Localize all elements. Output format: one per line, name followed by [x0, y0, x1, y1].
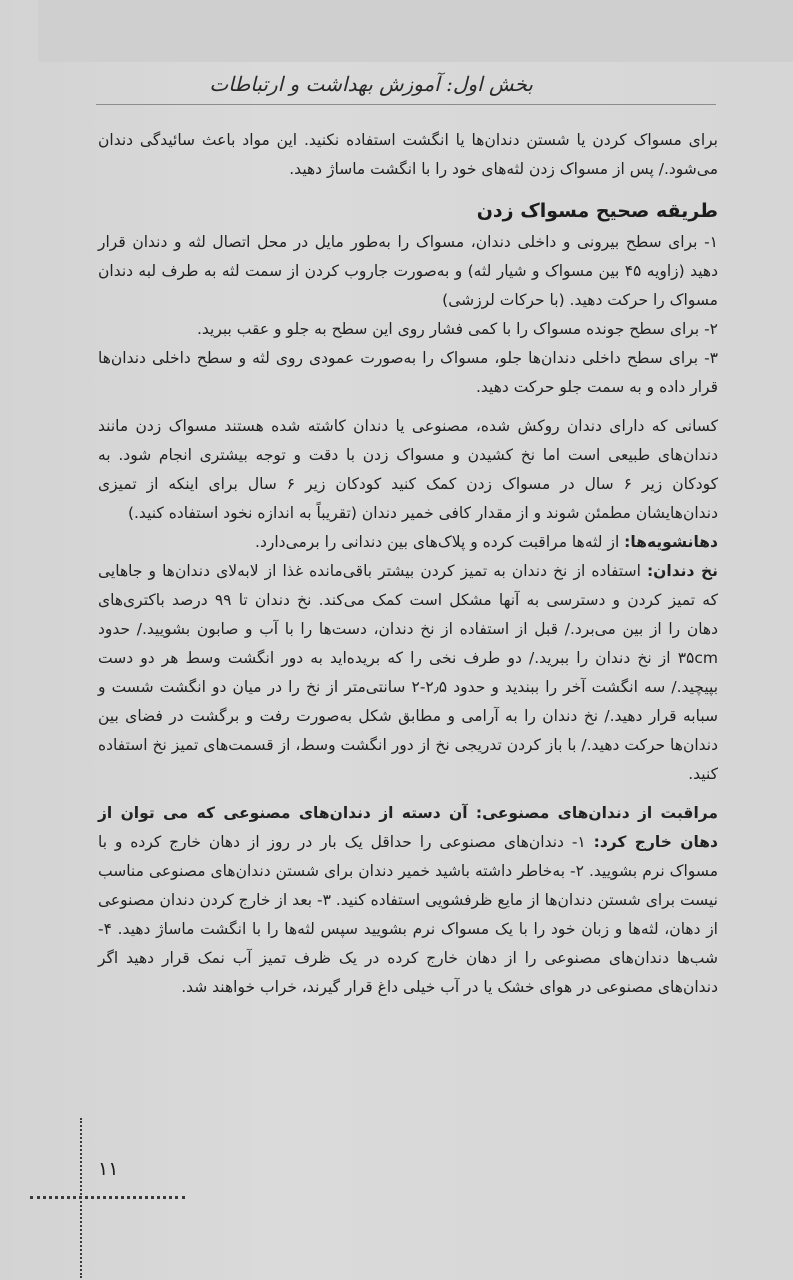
dentures-paragraph: [98, 799, 718, 1002]
header-band: [38, 0, 793, 62]
decorative-dotted-horizontal-line: [30, 1196, 185, 1199]
section-heading-brushing: طریقه صحیح مسواک زدن: [476, 200, 718, 222]
page-number: ۱۱: [98, 1158, 119, 1180]
intro-paragraph: برای مسواک کردن یا شستن دندان‌ها یا انگشت استفاده نکنید. این مواد باعث سائیدگی دندان می‌شود./ پس از مسواک زدن لثه‌های خود را با انگشت ماساژ دهید.: [98, 131, 718, 178]
brushing-step-1: ۱- برای سطح بیرونی و داخلی دندان، مسواک را به‌طور مایل در محل اتصال لثه و دندان قرار دهید (زاویه ۴۵ بین مسواک و شیار لثه) و به‌صورت جاروب کردن از سمت لثه به طرف لبه دندان مسواک را حرکت دهید. (با حرکات لرزشی): [98, 233, 718, 309]
mouthwash-text: از لثه‌ها مراقبت کرده و پلاک‌های بین دندانی را برمی‌دارد.: [255, 533, 625, 551]
dentures-label: مراقبت از دندان‌های مصنوعی: آن دسته از دندان‌های مصنوعی که می توان از دهان خارج کرد:: [98, 804, 718, 851]
mouthwash-paragraph: [98, 528, 718, 557]
brushing-note-paragraph: کسانی که دارای دندان روکش شده، مصنوعی یا دندان کاشته شده هستند مسواک زدن مانند دندان‌های طبیعی است اما نخ کشیدن و مسواک زدن با دقت و توجه بیشتری انجام شود. به کودکان زیر ۶ سال در مسواک زدن کمک کنید کودکان زیر ۶ سال برای اینکه از تمیزی دندان‌هایشان مطمئن شوند و از مقدار کافی خمیر دندان (تقریباً به اندازه نخود استفاده کنید.): [98, 417, 719, 522]
running-header-title: بخش اول: آموزش بهداشت و ارتباطات: [209, 72, 533, 96]
brushing-step-3: ۳- برای سطح داخلی دندان‌ها جلو، مسواک را به‌صورت عمودی روی لثه و سطح داخلی دندان‌ها قرار داده و به سمت جلو حرکت دهید.: [98, 349, 718, 396]
page-content: [98, 126, 718, 1002]
floss-text: استفاده از نخ دندان به تمیز کردن بیشتر باقی‌مانده غذا از لابه‌لای دندان‌ها و جاهایی که تمیز کردن و دسترسی به آنها مشکل است کمک می‌کند. نخ دندان تا ۹۹ درصد باکتری‌های دهان را از بین می‌برد./ قبل از استفاده از نخ دندان، دست‌ها را با آب و صابون بشویید./ حدود ۳۵cm از نخ دندان را ببرید./ دو طرف نخی را که بریده‌اید به دور انگشت وسط هر دو دست بپیچید./ سه انگشت آخر را ببندید و حدود ۲٫۵-۲ سانتی‌متر از نخ را در میان دو انگشت شست و سبابه قرار دهید./ نخ دندان را به آرامی و مطابق شکل به‌صورت رفت و برگشت در فضای بین دندان‌ها حرکت دهید./ با باز کردن تدریجی نخ از دور انگشت وسط، از قسمت‌های تمیز نخ استفاده کنید.: [98, 562, 719, 783]
brushing-step-2: ۲- برای سطح جونده مسواک را با کمی فشار روی این سطح به جلو و عقب ببرید.: [196, 320, 718, 338]
floss-label: نخ دندان:: [646, 562, 718, 580]
floss-paragraph: [98, 557, 718, 789]
dentures-text: ۱- دندان‌های مصنوعی را حداقل یک بار در روز از دهان خارج کرده و با مسواک نرم بشویید. ۲- به‌خاطر داشته باشید خمیر دندان برای شستن دندان‌های مصنوعی مناسب نیست برای شستن دندان‌ها از مایع ظرفشویی استفاده کنید. ۳- بعد از خارج کردن دندان مصنوعی از دهان، لثه‌ها و زبان خود را با یک مسواک نرم بشویید سپس لثه‌ها را با انگشت ماساژ دهید. ۴- شب‌ها دندان‌های مصنوعی را از دهان خارج کرده در یک ظرف تمیز آب نمک قرار دهید اگر دندان‌های مصنوعی در هوای خشک یا در آب خیلی داغ قرار گیرند، خراب خواهند شد.: [98, 833, 718, 996]
mouthwash-label: دهانشویه‌ها:: [624, 533, 718, 551]
header-rule: [96, 104, 716, 105]
